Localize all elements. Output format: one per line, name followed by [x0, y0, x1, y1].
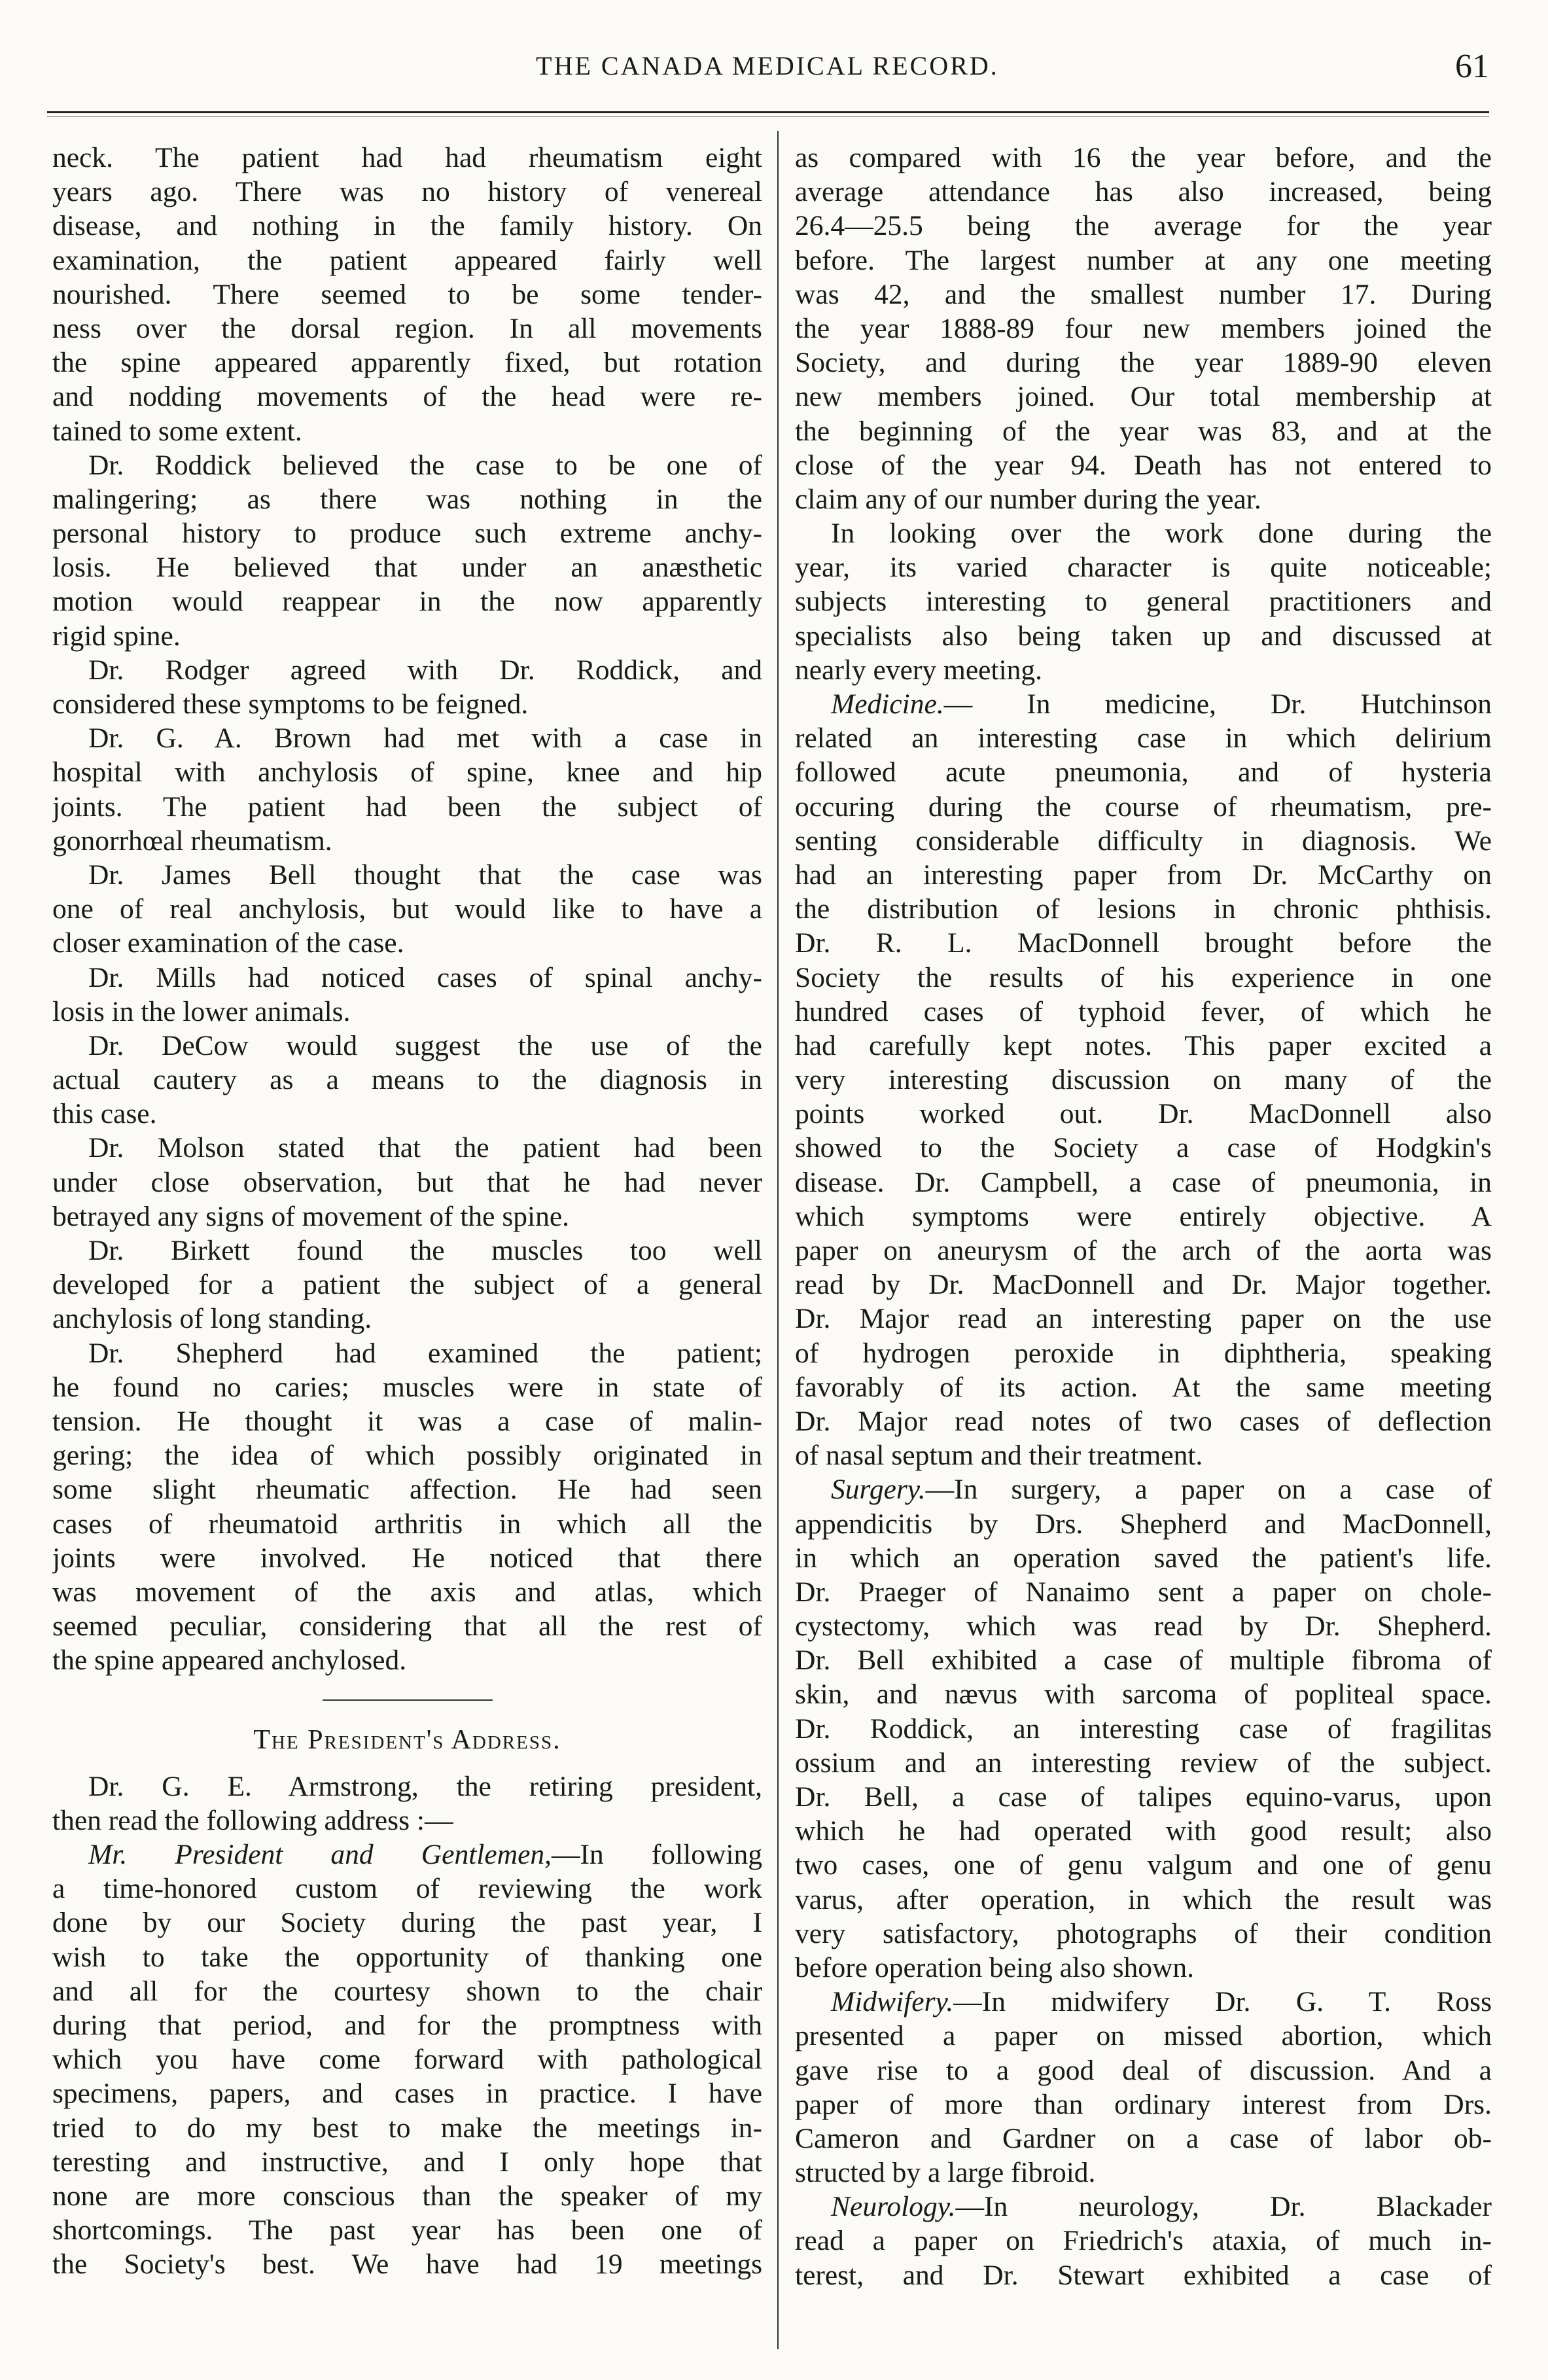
- text-line: during that period, and for the promptness with: [52, 2009, 762, 2041]
- text-line: followed acute pneumonia, and of hysteria: [795, 756, 1492, 789]
- text-line: read by Dr. MacDonnell and Dr. Major together.: [795, 1269, 1492, 1301]
- text-line: structed by a large fibroid.: [795, 2157, 1096, 2189]
- column-divider: [777, 131, 779, 2349]
- text-line: terest, and Dr. Stewart exhibited a case of: [795, 2259, 1492, 2291]
- text-line: read a paper on Friedrich's ataxia, of much in-: [795, 2225, 1492, 2257]
- text-line: Dr. R. L. MacDonnell brought before the: [795, 927, 1492, 959]
- text-line: anchylosis of long standing.: [52, 1303, 372, 1335]
- text-line: claim any of our number during the year.: [795, 483, 1261, 515]
- text-line: tained to some extent.: [52, 415, 302, 447]
- text-line: paper of more than ordinary interest from Drs.: [795, 2088, 1492, 2120]
- text-line: gave rise to a good deal of discussion. And a: [795, 2054, 1492, 2086]
- text-line: he found no caries; muscles were in state of: [52, 1371, 762, 1403]
- text-line: very satisfactory, photographs of their condition: [795, 1917, 1492, 1949]
- left-column: [52, 141, 762, 2281]
- left-text-block-2: [52, 1769, 762, 2282]
- text-line: close of the year 94. Death has not entered to: [795, 449, 1492, 481]
- text-line: Dr. Molson stated that the patient had been: [88, 1132, 762, 1164]
- text-line: betrayed any signs of movement of the spine.: [52, 1200, 570, 1232]
- text-line: presented a paper on missed abortion, which: [795, 2020, 1492, 2052]
- right-text-block: [795, 141, 1492, 2292]
- text-line: varus, after operation, in which the result was: [795, 1883, 1492, 1915]
- text-line: a time-honored custom of reviewing the work: [52, 1873, 762, 1905]
- text-line: developed for a patient the subject of a general: [52, 1269, 762, 1301]
- text-line: very interesting discussion on many of the: [795, 1064, 1492, 1096]
- text-line: cases of rheumatoid arthritis in which all the: [52, 1508, 762, 1540]
- text-line: Medicine.— In medicine, Dr. Hutchinson: [831, 688, 1492, 720]
- text-line: ossium and an interesting review of the subject.: [795, 1747, 1492, 1779]
- header-rule: [47, 111, 1489, 116]
- text-line: points worked out. Dr. MacDonnell also: [795, 1098, 1492, 1130]
- text-line: skin, and nævus with sarcoma of popliteal space.: [795, 1678, 1492, 1711]
- text-line: was 42, and the smallest number 17. During: [795, 278, 1492, 310]
- text-line: specialists also being taken up and discussed at: [795, 620, 1492, 652]
- text-line: Neurology.—In neurology, Dr. Blackader: [831, 2191, 1492, 2223]
- text-line: losis. He believed that under an anæsthetic: [52, 552, 762, 584]
- text-line: occuring during the course of rheumatism, pre-: [795, 790, 1492, 823]
- text-line: before operation being also shown.: [795, 1951, 1195, 1983]
- text-line: favorably of its action. At the same meeting: [795, 1371, 1492, 1403]
- text-line: Cameron and Gardner on a case of labor ob-: [795, 2122, 1492, 2154]
- text-line: gonorrhœal rheumatism.: [52, 825, 332, 857]
- text-line: average attendance has also increased, being: [795, 176, 1492, 208]
- page-number: 61: [1455, 48, 1489, 85]
- text-line: Society the results of his experience in one: [795, 961, 1492, 993]
- text-line: actual cautery as a means to the diagnosis in: [52, 1064, 762, 1096]
- text-line: Dr. Bell exhibited a case of multiple fibroma of: [795, 1644, 1492, 1677]
- text-line: Midwifery.—In midwifery Dr. G. T. Ross: [831, 1986, 1492, 2018]
- text-line: Dr. Rodger agreed with Dr. Roddick, and: [88, 654, 762, 686]
- text-line: some slight rheumatic affection. He had seen: [52, 1474, 762, 1506]
- text-line: years ago. There was no history of venereal: [52, 176, 762, 208]
- text-line: malingering; as there was nothing in the: [52, 483, 762, 515]
- right-column: [795, 141, 1492, 2292]
- text-line: Dr. Birkett found the muscles too well: [88, 1235, 762, 1266]
- text-line: examination, the patient appeared fairly well: [52, 244, 762, 276]
- text-line: disease, and nothing in the family history. On: [52, 210, 762, 242]
- text-line: closer examination of the case.: [52, 927, 404, 959]
- text-line: nearly every meeting.: [795, 654, 1043, 686]
- section-rule: [323, 1699, 493, 1701]
- text-line: Dr. G. E. Armstrong, the retiring president,: [88, 1770, 762, 1802]
- text-line: Dr. James Bell thought that the case was: [88, 859, 762, 891]
- text-line: nourished. There seemed to be some tender-: [52, 278, 762, 310]
- text-line: joints were involved. He noticed that there: [52, 1542, 762, 1574]
- text-line: Surgery.—In surgery, a paper on a case of: [831, 1474, 1492, 1506]
- text-line: considered these symptoms to be feigned.: [52, 688, 529, 720]
- running-title: THE CANADA MEDICAL RECORD.: [536, 50, 999, 80]
- text-line: 26.4—25.5 being the average for the year: [795, 210, 1492, 242]
- text-line: this case.: [52, 1098, 157, 1130]
- text-line: neck. The patient had had rheumatism eight: [52, 142, 762, 173]
- text-line: motion would reappear in the now apparently: [52, 586, 762, 618]
- text-line: paper on aneurysm of the arch of the aorta was: [795, 1235, 1492, 1266]
- text-line: the beginning of the year was 83, and at the: [795, 415, 1492, 447]
- text-line: gering; the idea of which possibly originated in: [52, 1440, 762, 1472]
- text-line: the spine appeared anchylosed.: [52, 1644, 407, 1677]
- section-heading: The President's Address.: [253, 1725, 561, 1756]
- text-line: and all for the courtesy shown to the chair: [52, 1975, 762, 2007]
- text-line: which symptoms were entirely objective. A: [795, 1200, 1492, 1232]
- text-line: Society, and during the year 1889-90 eleven: [795, 347, 1492, 379]
- text-line: the distribution of lesions in chronic phthisis.: [795, 893, 1492, 925]
- text-line: ness over the dorsal region. In all movements: [52, 312, 762, 344]
- text-line: which you have come forward with pathological: [52, 2044, 762, 2076]
- text-line: under close observation, but that he had never: [52, 1166, 762, 1198]
- text-line: seemed peculiar, considering that all the rest of: [52, 1610, 762, 1643]
- text-line: Dr. Mills had noticed cases of spinal anchy-: [88, 961, 762, 993]
- text-line: one of real anchylosis, but would like to have a: [52, 893, 762, 925]
- text-line: which he had operated with good result; also: [795, 1815, 1492, 1847]
- text-line: cystectomy, which was read by Dr. Shepherd.: [795, 1610, 1492, 1643]
- text-line: year, its varied character is quite noticeable;: [795, 552, 1492, 584]
- text-line: in which an operation saved the patient's life.: [795, 1542, 1492, 1574]
- text-line: and nodding movements of the head were re-: [52, 381, 762, 413]
- text-line: new members joined. Our total membership at: [795, 381, 1492, 413]
- text-line: done by our Society during the past year, I: [52, 1907, 762, 1939]
- text-line: was movement of the axis and atlas, which: [52, 1576, 762, 1608]
- text-line: the year 1888-89 four new members joined the: [795, 312, 1492, 344]
- text-line: rigid spine.: [52, 620, 181, 652]
- text-line: Dr. G. A. Brown had met with a case in: [88, 722, 762, 755]
- text-line: the Society's best. We have had 19 meetings: [52, 2248, 762, 2281]
- text-line: wish to take the opportunity of thanking one: [52, 1941, 762, 1973]
- text-line: disease. Dr. Campbell, a case of pneumonia, in: [795, 1166, 1492, 1198]
- text-line: of nasal septum and their treatment.: [795, 1440, 1203, 1472]
- text-line: of hydrogen peroxide in diphtheria, speaking: [795, 1337, 1492, 1369]
- text-line: joints. The patient had been the subject of: [52, 790, 762, 823]
- text-line: had an interesting paper from Dr. McCarthy on: [795, 859, 1492, 891]
- text-line: shortcomings. The past year has been one of: [52, 2214, 762, 2247]
- text-line: Mr. President and Gentlemen,—In following: [88, 1839, 762, 1870]
- text-line: Dr. Major read notes of two cases of deflection: [795, 1405, 1492, 1437]
- text-line: related an interesting case in which delirium: [795, 722, 1492, 755]
- text-line: specimens, papers, and cases in practice. I have: [52, 2078, 762, 2110]
- text-line: Dr. Bell, a case of talipes equino-varus, upon: [795, 1781, 1492, 1813]
- text-line: none are more conscious than the speaker of my: [52, 2180, 762, 2212]
- text-line: Dr. Roddick, an interesting case of fragilitas: [795, 1713, 1492, 1745]
- left-text-block-1: [52, 141, 762, 1677]
- text-line: losis in the lower animals.: [52, 995, 351, 1027]
- text-line: subjects interesting to general practitioners and: [795, 586, 1492, 618]
- text-line: personal history to produce such extreme anchy-: [52, 518, 762, 550]
- text-line: showed to the Society a case of Hodgkin's: [795, 1132, 1492, 1164]
- text-line: two cases, one of genu valgum and one of genu: [795, 1849, 1492, 1881]
- text-line: tension. He thought it was a case of malin-: [52, 1405, 762, 1437]
- text-line: senting considerable difficulty in diagnosis. We: [795, 825, 1492, 857]
- text-line: before. The largest number at any one meeting: [795, 244, 1492, 276]
- text-line: then read the following address :—: [52, 1804, 453, 1836]
- text-line: Dr. Shepherd had examined the patient;: [88, 1337, 762, 1369]
- text-line: the spine appeared apparently fixed, but rotation: [52, 347, 762, 379]
- text-line: Dr. Roddick believed the case to be one of: [88, 449, 762, 481]
- text-line: hospital with anchylosis of spine, knee and hip: [52, 756, 762, 789]
- text-line: had carefully kept notes. This paper excited a: [795, 1029, 1492, 1061]
- text-line: as compared with 16 the year before, and the: [795, 142, 1492, 173]
- text-line: appendicitis by Drs. Shepherd and MacDonnell,: [795, 1508, 1492, 1540]
- text-line: Dr. Praeger of Nanaimo sent a paper on chole-: [795, 1576, 1492, 1608]
- text-line: teresting and instructive, and I only hope that: [52, 2146, 762, 2178]
- text-line: Dr. DeCow would suggest the use of the: [88, 1029, 762, 1061]
- text-line: hundred cases of typhoid fever, of which he: [795, 995, 1492, 1027]
- text-line: tried to do my best to make the meetings in-: [52, 2112, 762, 2144]
- running-head: [46, 33, 1489, 98]
- text-line: Dr. Major read an interesting paper on the use: [795, 1303, 1492, 1335]
- text-line: In looking over the work done during the: [831, 518, 1492, 550]
